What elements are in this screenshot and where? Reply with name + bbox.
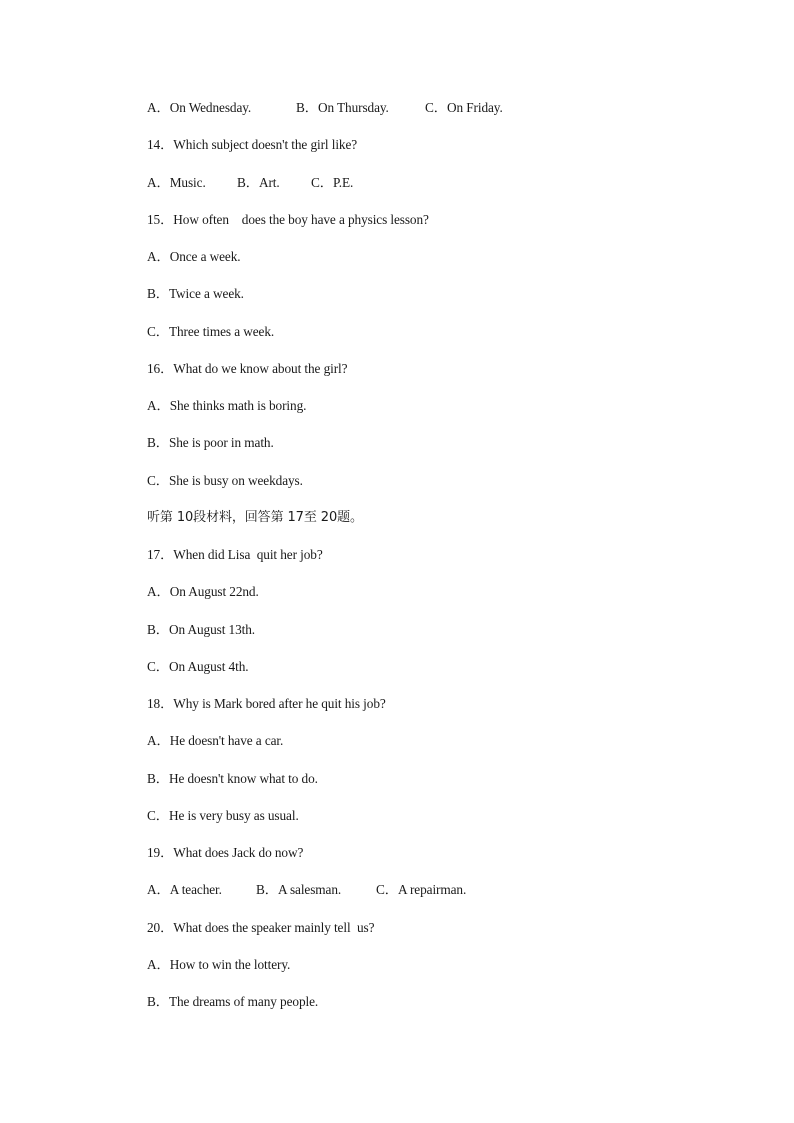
q16-option-c: C．She is busy on weekdays.	[147, 473, 303, 488]
q15-option-c: C．Three times a week.	[147, 324, 275, 339]
q13-option-b: B．On Thursday.	[296, 100, 389, 115]
q14-option-c: C．P.E.	[311, 175, 354, 190]
q18-option-c: C．He is very busy as usual.	[147, 808, 299, 823]
q14-question: 14．Which subject doesn't the girl like?	[147, 137, 358, 152]
q20-question: 20．What does the speaker mainly tell us?	[147, 920, 375, 935]
q15-option-a: A．Once a week.	[147, 249, 241, 264]
q13-option-a: A．On Wednesday.	[147, 100, 252, 115]
q15-question: 15．How often does the boy have a physics lesson?	[147, 212, 429, 227]
section-instruction: 听第 10段材料，回答第 17至 20题。	[147, 510, 363, 525]
q17-question: 17．When did Lisa quit her job?	[147, 547, 323, 562]
q16-option-a: A．She thinks math is boring.	[147, 398, 307, 413]
q13-option-c: C．On Friday.	[425, 100, 503, 115]
q17-option-a: A．On August 22nd.	[147, 584, 259, 599]
q18-option-a: A．He doesn't have a car.	[147, 733, 284, 748]
q20-option-a: A．How to win the lottery.	[147, 957, 291, 972]
q14-option-a: A．Music.	[147, 175, 206, 190]
q19-question: 19．What does Jack do now?	[147, 845, 304, 860]
q17-option-c: C．On August 4th.	[147, 659, 249, 674]
q19-option-c: C．A repairman.	[376, 882, 467, 897]
q19-option-a: A．A teacher.	[147, 882, 222, 897]
q17-option-b: B．On August 13th.	[147, 622, 256, 637]
q18-option-b: B．He doesn't know what to do.	[147, 771, 318, 786]
q18-question: 18．Why is Mark bored after he quit his job?	[147, 696, 386, 711]
q16-option-b: B．She is poor in math.	[147, 435, 274, 450]
q15-option-b: B．Twice a week.	[147, 286, 244, 301]
q19-option-b: B．A salesman.	[256, 882, 342, 897]
q16-question: 16．What do we know about the girl?	[147, 361, 348, 376]
q14-option-b: B．Art.	[237, 175, 280, 190]
q20-option-b: B．The dreams of many people.	[147, 994, 319, 1009]
